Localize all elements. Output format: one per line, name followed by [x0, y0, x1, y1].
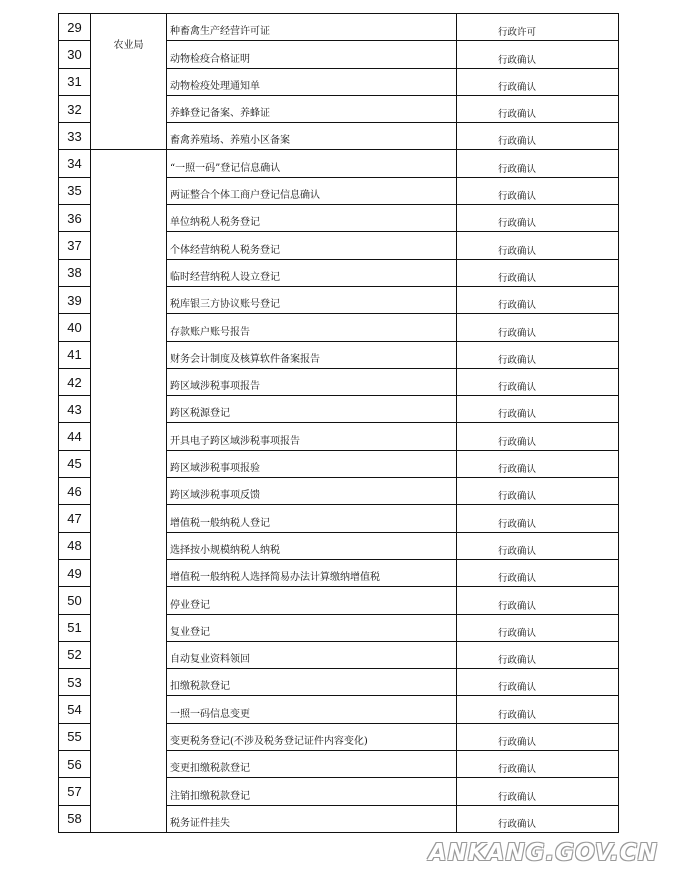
row-number: 45 [59, 450, 91, 477]
row-number: 31 [59, 68, 91, 95]
row-number: 37 [59, 232, 91, 259]
row-number: 47 [59, 505, 91, 532]
item-name: 畜禽养殖场、养殖小区备案 [167, 123, 457, 150]
item-name: 临时经营纳税人设立登记 [167, 259, 457, 286]
item-name: 注销扣缴税款登记 [167, 778, 457, 805]
item-type: 行政确认 [457, 669, 619, 696]
item-type: 行政确认 [457, 341, 619, 368]
item-type: 行政确认 [457, 232, 619, 259]
item-name: 养蜂登记备案、养蜂证 [167, 95, 457, 122]
table-row [59, 150, 619, 177]
item-type: 行政确认 [457, 259, 619, 286]
item-type: 行政许可 [457, 14, 619, 41]
item-name: 开具电子跨区域涉税事项报告 [167, 423, 457, 450]
item-name: 两证整合个体工商户登记信息确认 [167, 177, 457, 204]
row-number: 57 [59, 778, 91, 805]
item-name: 变更扣缴税款登记 [167, 751, 457, 778]
row-number: 48 [59, 532, 91, 559]
item-type: 行政确认 [457, 587, 619, 614]
items-table-body [59, 14, 619, 833]
item-name: 动物检疫合格证明 [167, 41, 457, 68]
row-number: 32 [59, 95, 91, 122]
row-number: 44 [59, 423, 91, 450]
item-type: 行政确认 [457, 314, 619, 341]
department-cell: 农业局 [91, 14, 167, 150]
row-number: 53 [59, 669, 91, 696]
row-number: 50 [59, 587, 91, 614]
item-type: 行政确认 [457, 751, 619, 778]
item-name: 存款账户账号报告 [167, 314, 457, 341]
row-number: 43 [59, 396, 91, 423]
department-cell [91, 150, 167, 832]
item-name: “一照一码”登记信息确认 [167, 150, 457, 177]
item-type: 行政确认 [457, 396, 619, 423]
item-type: 行政确认 [457, 641, 619, 668]
item-type: 行政确认 [457, 95, 619, 122]
item-type: 行政确认 [457, 205, 619, 232]
item-name: 财务会计制度及核算软件备案报告 [167, 341, 457, 368]
item-type: 行政确认 [457, 123, 619, 150]
row-number: 51 [59, 614, 91, 641]
item-name: 扣缴税款登记 [167, 669, 457, 696]
row-number: 29 [59, 14, 91, 41]
item-type: 行政确认 [457, 286, 619, 313]
row-number: 38 [59, 259, 91, 286]
item-name: 选择按小规模纳税人纳税 [167, 532, 457, 559]
item-type: 行政确认 [457, 805, 619, 832]
site-watermark: ANKANG.GOV.CN [428, 840, 658, 866]
row-number: 56 [59, 751, 91, 778]
row-number: 30 [59, 41, 91, 68]
row-number: 58 [59, 805, 91, 832]
row-number: 33 [59, 123, 91, 150]
row-number: 54 [59, 696, 91, 723]
item-name: 跨区域涉税事项反馈 [167, 478, 457, 505]
item-type: 行政确认 [457, 150, 619, 177]
items-table [58, 13, 619, 833]
item-name: 跨区域涉税事项报验 [167, 450, 457, 477]
table-row [59, 14, 619, 41]
item-name: 跨区税源登记 [167, 396, 457, 423]
item-type: 行政确认 [457, 614, 619, 641]
item-name: 增值税一般纳税人登记 [167, 505, 457, 532]
item-type: 行政确认 [457, 723, 619, 750]
item-type: 行政确认 [457, 177, 619, 204]
row-number: 36 [59, 205, 91, 232]
row-number: 39 [59, 286, 91, 313]
row-number: 35 [59, 177, 91, 204]
item-name: 增值税一般纳税人选择简易办法计算缴纳增值税 [167, 559, 457, 586]
row-number: 41 [59, 341, 91, 368]
item-name: 个体经营纳税人税务登记 [167, 232, 457, 259]
row-number: 49 [59, 559, 91, 586]
item-name: 复业登记 [167, 614, 457, 641]
row-number: 34 [59, 150, 91, 177]
item-name: 税务证件挂失 [167, 805, 457, 832]
row-number: 52 [59, 641, 91, 668]
item-type: 行政确认 [457, 478, 619, 505]
item-type: 行政确认 [457, 41, 619, 68]
item-type: 行政确认 [457, 696, 619, 723]
row-number: 46 [59, 478, 91, 505]
item-type: 行政确认 [457, 532, 619, 559]
item-name: 单位纳税人税务登记 [167, 205, 457, 232]
item-type: 行政确认 [457, 559, 619, 586]
item-name: 停业登记 [167, 587, 457, 614]
item-name: 动物检疫处理通知单 [167, 68, 457, 95]
item-name: 税库银三方协议账号登记 [167, 286, 457, 313]
row-number: 40 [59, 314, 91, 341]
item-name: 自动复业资料领回 [167, 641, 457, 668]
item-type: 行政确认 [457, 450, 619, 477]
item-name: 变更税务登记(不涉及税务登记证件内容变化) [167, 723, 457, 750]
item-type: 行政确认 [457, 68, 619, 95]
row-number: 55 [59, 723, 91, 750]
item-name: 种畜禽生产经营许可证 [167, 14, 457, 41]
item-type: 行政确认 [457, 368, 619, 395]
item-name: 一照一码信息变更 [167, 696, 457, 723]
item-type: 行政确认 [457, 505, 619, 532]
item-type: 行政确认 [457, 778, 619, 805]
row-number: 42 [59, 368, 91, 395]
item-type: 行政确认 [457, 423, 619, 450]
item-name: 跨区域涉税事项报告 [167, 368, 457, 395]
